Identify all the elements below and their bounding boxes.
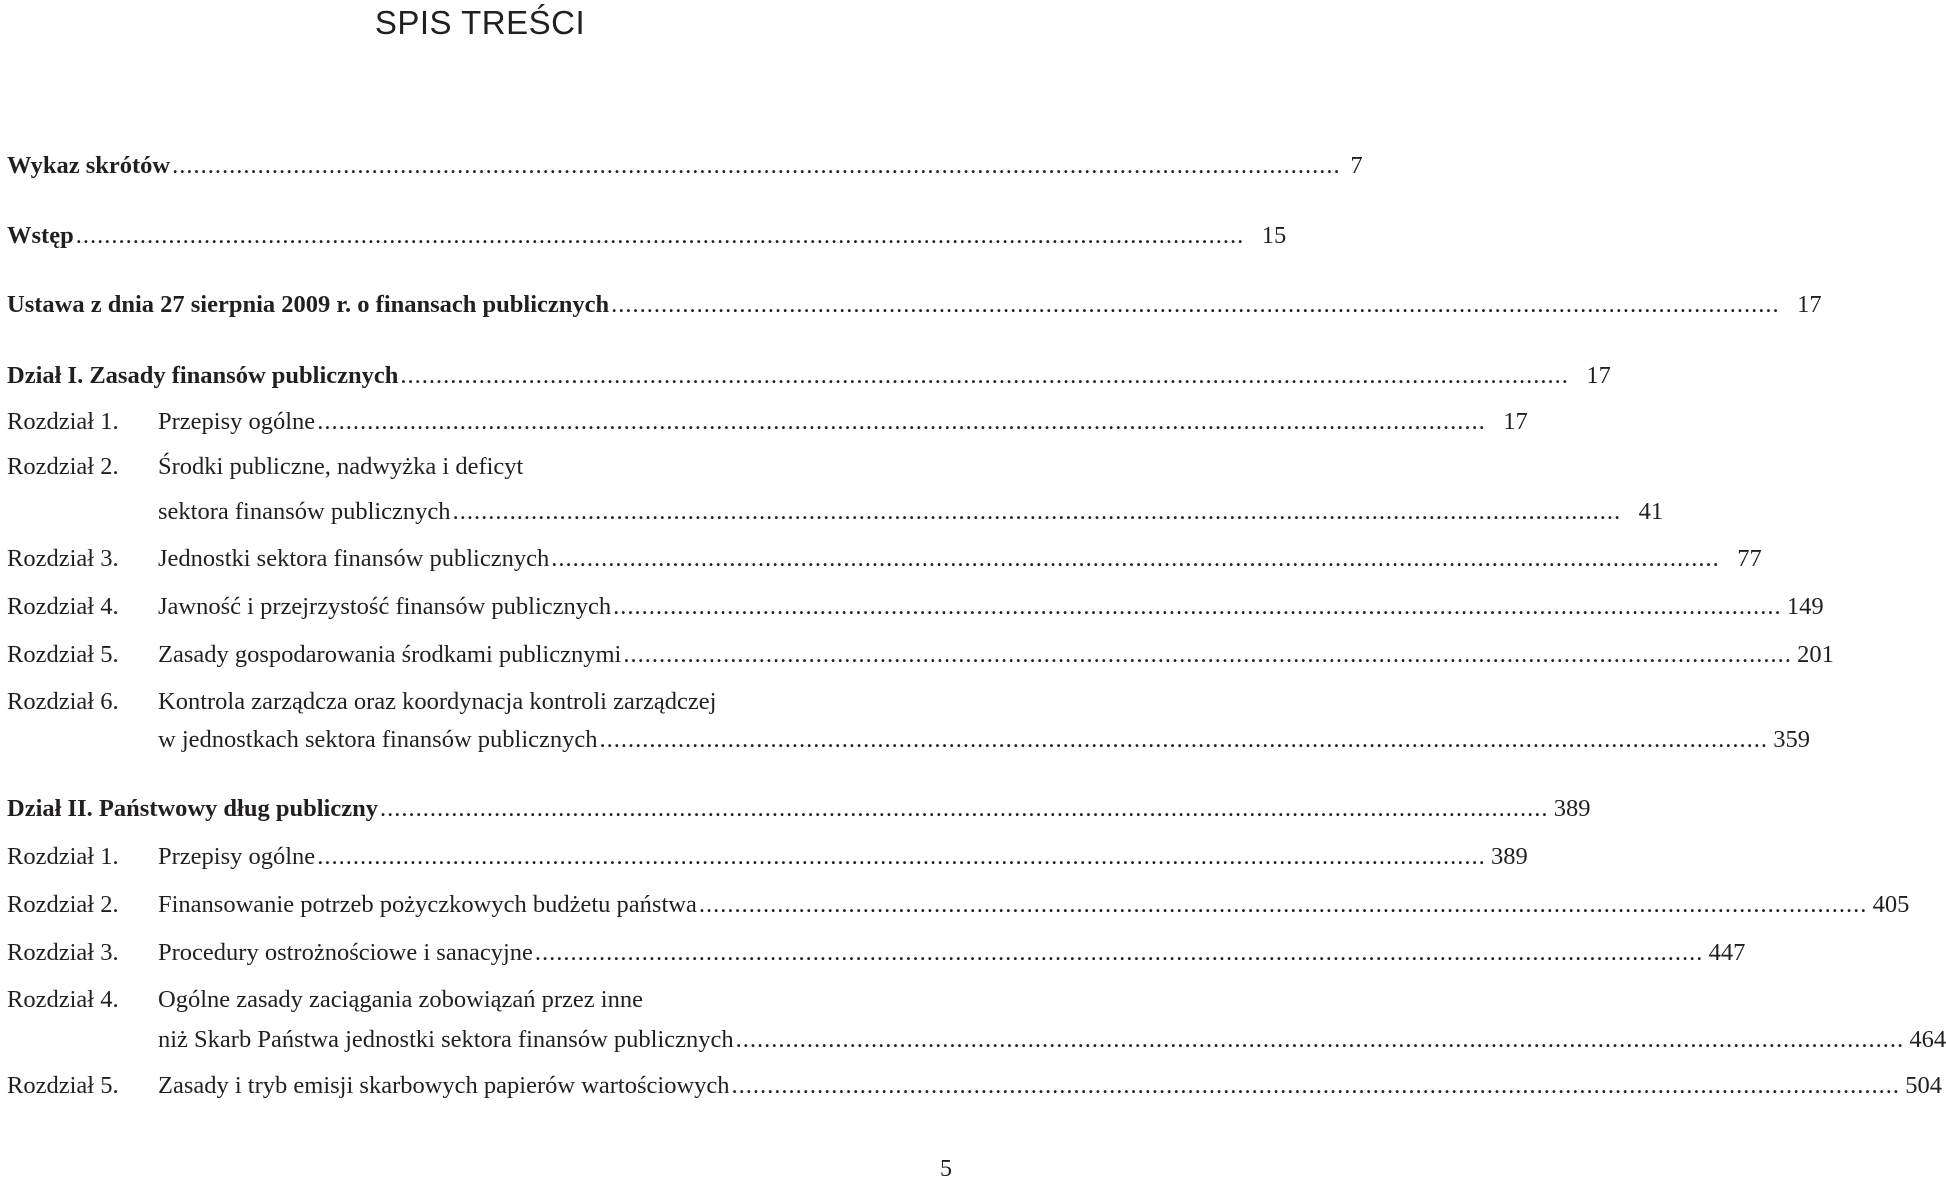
toc-entry-label: Procedury ostrożnościowe i sanacyjne (158, 939, 533, 966)
toc-dot-leader: .................................................................................................................................................................... (551, 545, 1720, 572)
toc-entry-wykaz-skrotow[interactable] (7, 152, 1363, 180)
toc-page-number: 17 (1503, 408, 1528, 435)
toc-entry-label: Finansowanie potrzeb pożyczkowych budżetu państwa (158, 891, 697, 918)
toc-entry-label: niż Skarb Państwa jednostki sektora finansów publicznych (158, 1026, 734, 1053)
toc-dot-leader: .................................................................................................................................................................... (623, 641, 1792, 668)
toc-entry-label: Wykaz skrótów (7, 152, 171, 179)
toc-page-number: 201 (1797, 641, 1834, 668)
toc-entry-label-line1: Kontrola zarządcza oraz koordynacja kontroli zarządczej (158, 688, 717, 715)
toc-dot-leader: .................................................................................................................................................................... (75, 222, 1245, 249)
toc-entry-prefix: Rozdział 3. (7, 545, 119, 572)
toc-entry-prefix: Rozdział 3. (7, 939, 119, 966)
toc-entry-label-line1: Środki publiczne, nadwyżka i deficyt (158, 453, 524, 480)
toc-entry-prefix: Rozdział 2. (7, 453, 119, 480)
toc-entry-label: sektora finansów publicznych (158, 498, 451, 525)
toc-page-number: 17 (1586, 362, 1611, 389)
toc-dot-leader: .................................................................................................................................................................... (731, 1072, 1901, 1099)
toc-page-number: 447 (1708, 939, 1746, 966)
toc-dot-leader: .................................................................................................................................................................... (599, 726, 1769, 753)
toc-entry-prefix: Rozdział 4. (7, 986, 119, 1013)
toc-page-number: 17 (1797, 291, 1822, 318)
toc-dot-leader: .................................................................................................................................................................... (611, 291, 1780, 318)
toc-entry-prefix: Rozdział 4. (7, 593, 119, 620)
toc-entry-label: Dział I. Zasady finansów publicznych (7, 362, 399, 389)
toc-entry-label-line1: Ogólne zasady zaciągania zobowiązań przez inne (158, 986, 643, 1013)
toc-entry-label: Przepisy ogólne (158, 843, 316, 870)
toc-entry-d1-rozdzial-2-line1[interactable] (7, 453, 954, 481)
toc-entry-d2-rozdzial-3[interactable] (7, 939, 1746, 967)
toc-dot-leader: .................................................................................................................................................................... (698, 891, 1868, 918)
toc-entry-d1-rozdzial-5[interactable] (7, 641, 1834, 669)
toc-entry-d1-rozdzial-4[interactable] (7, 593, 1824, 621)
toc-page-number: 7 (1350, 152, 1363, 179)
toc-entry-prefix: Rozdział 1. (7, 843, 119, 870)
toc-page-number: 504 (1905, 1072, 1943, 1099)
toc-page-number: 389 (1553, 795, 1591, 822)
toc-entry-d2-rozdzial-4[interactable] (158, 1026, 1946, 1054)
toc-entry-label: w jednostkach sektora finansów publicznych (158, 726, 598, 753)
toc-entry-d2-rozdzial-5[interactable] (7, 1072, 1943, 1100)
toc-page-number: 464 (1909, 1026, 1946, 1053)
toc-dot-leader: .................................................................................................................................................................... (172, 152, 1341, 179)
toc-dot-leader: .................................................................................................................................................................... (534, 939, 1704, 966)
toc-entry-wstep[interactable] (7, 222, 1287, 250)
toc-entry-d1-rozdzial-1[interactable] (7, 408, 1528, 436)
toc-entry-d1-rozdzial-6[interactable] (158, 726, 1811, 754)
toc-entry-ustawa[interactable] (7, 291, 1822, 319)
toc-dot-leader: .................................................................................................................................................................... (317, 408, 1486, 435)
toc-entry-prefix: Rozdział 2. (7, 891, 119, 918)
toc-entry-dzial-2[interactable] (7, 795, 1591, 823)
toc-page-number: 389 (1490, 843, 1528, 870)
toc-entry-label: Jednostki sektora finansów publicznych (158, 545, 550, 572)
toc-dot-leader: .................................................................................................................................................................... (379, 795, 1549, 822)
toc-entry-d2-rozdzial-4-line1[interactable] (7, 986, 954, 1014)
toc-page-number: 77 (1737, 545, 1762, 572)
toc-entry-label: Zasady i tryb emisji skarbowych papierów wartościowych (158, 1072, 730, 1099)
toc-entry-d1-rozdzial-6-line1[interactable] (7, 688, 954, 716)
toc-entry-prefix: Rozdział 5. (7, 1072, 119, 1099)
toc-dot-leader: .................................................................................................................................................................... (735, 1026, 1905, 1053)
toc-dot-leader: .................................................................................................................................................................... (317, 843, 1486, 870)
toc-entry-label: Jawność i przejrzystość finansów publicznych (158, 593, 612, 620)
toc-dot-leader: .................................................................................................................................................................... (613, 593, 1782, 620)
toc-entry-d1-rozdzial-3[interactable] (7, 545, 1762, 573)
toc-entry-prefix: Rozdział 6. (7, 688, 119, 715)
toc-page-number: 405 (1872, 891, 1910, 918)
toc-page-number: 15 (1261, 222, 1287, 249)
toc-dot-leader: .................................................................................................................................................................... (400, 362, 1569, 389)
page-number: 5 (940, 1156, 952, 1182)
toc-entry-d2-rozdzial-1[interactable] (7, 843, 1528, 871)
toc-entry-label: Przepisy ogólne (158, 408, 316, 435)
page-title: SPIS TREŚCI (374, 4, 586, 41)
toc-entry-label: Zasady gospodarowania środkami publicznymi (158, 641, 622, 668)
toc-dot-leader: .................................................................................................................................................................... (452, 498, 1622, 525)
toc-entry-d2-rozdzial-2[interactable] (7, 891, 1910, 919)
toc-entry-label: Ustawa z dnia 27 sierpnia 2009 r. o finansach publicznych (7, 291, 610, 318)
toc-entry-d1-rozdzial-2[interactable] (158, 498, 1664, 526)
toc-entry-label: Dział II. Państwowy dług publiczny (7, 795, 378, 822)
toc-entry-prefix: Rozdział 1. (7, 408, 119, 435)
toc-entry-prefix: Rozdział 5. (7, 641, 119, 668)
toc-entry-label: Wstęp (7, 222, 74, 249)
toc-page-number: 149 (1786, 593, 1824, 620)
toc-page-number: 41 (1638, 498, 1664, 525)
toc-page-number: 359 (1773, 726, 1811, 753)
toc-entry-dzial-1[interactable] (7, 362, 1611, 390)
